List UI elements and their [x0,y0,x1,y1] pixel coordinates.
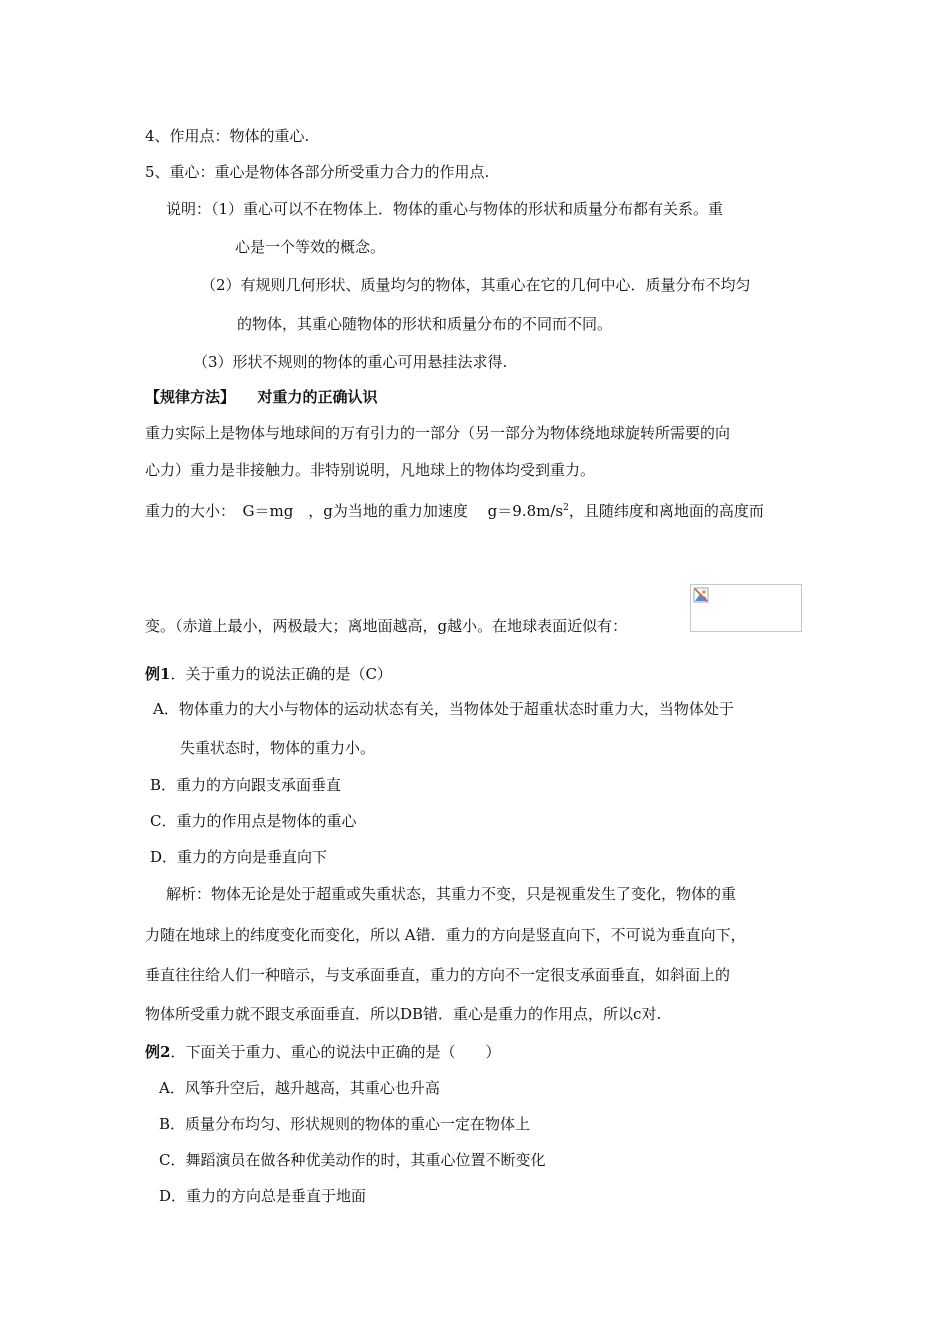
broken-image-icon [693,587,709,603]
option-d: D．重力的方向总是垂直于地面 [159,1187,367,1205]
text-line: 心是一个等效的概念。 [235,238,386,256]
text-line: 重力实际上是物体与地球间的万有引力的一部分（另一部分为物体绕地球旋转所需要的向 [145,424,731,442]
example-title: 例1．关于重力的说法正确的是（C） [145,665,392,683]
option-a: A．物体重力的大小与物体的运动状态有关，当物体处于超重状态时重力大，当物体处于 [153,700,734,718]
superscript: 2 [563,503,569,513]
option-a: A．风筝升空后，越升越高，其重心也升高 [159,1079,440,1097]
image-placeholder [690,584,802,632]
text-line: （3）形状不规则的物体的重心可用悬挂法求得. [193,353,508,371]
text-line: 变。（赤道上最小，两极最大；离地面越高，g越小。在地球表面近似有： [145,617,628,635]
option-d: D．重力的方向是垂直向下 [150,848,328,866]
analysis-text: 物体所受重力就不跟支承面垂直．所以DB错．重心是重力的作用点，所以c对. [145,1005,662,1023]
analysis-text: 垂直往往给人们一种暗示，与支承面垂直，重力的方向不一定很支承面垂直，如斜面上的 [145,966,731,984]
text-line [145,501,764,521]
analysis-text: 力随在地球上的纬度变化而变化，所以 A错．重力的方向是竖直向下，不可说为垂直向下， [145,926,746,944]
text-line: 的物体，其重心随物体的形状和质量分布的不同而不同。 [237,315,613,333]
text-line: （2）有规则几何形状、质量均匀的物体，其重心在它的几何中心．质量分布不均匀 [201,276,751,294]
option-b: B．质量分布均匀、形状规则的物体的重心一定在物体上 [159,1115,531,1133]
text-line: 说明：（1）重心可以不在物体上．物体的重心与物体的形状和质量分布都有关系。重 [166,200,724,218]
text-line: 失重状态时，物体的重力小。 [180,739,376,757]
text-line: 心力）重力是非接触力。非特别说明，凡地球上的物体均受到重力。 [145,461,596,479]
analysis-text: 解析：物体无论是处于超重或失重状态，其重力不变，只是视重发生了变化，物体的重 [166,885,737,903]
option-b: B．重力的方向跟支承面垂直 [150,776,342,794]
option-c: C．重力的作用点是物体的重心 [150,812,357,830]
text-segment: 重力的大小： G＝mg ，g为当地的重力加速度 g＝9.8m/s [145,502,564,520]
text-segment: ，且随纬度和离地面的高度而 [568,502,764,520]
text-line: 5、重心：重心是物体各部分所受重力合力的作用点. [145,163,490,181]
example-title: 例2．下面关于重力、重心的说法中正确的是（ ） [145,1043,501,1061]
section-heading: 【规律方法】 对重力的正确认识 [145,388,378,406]
text-line: 4、作用点：物体的重心. [145,127,310,145]
option-c: C．舞蹈演员在做各种优美动作的时，其重心位置不断变化 [159,1151,546,1169]
